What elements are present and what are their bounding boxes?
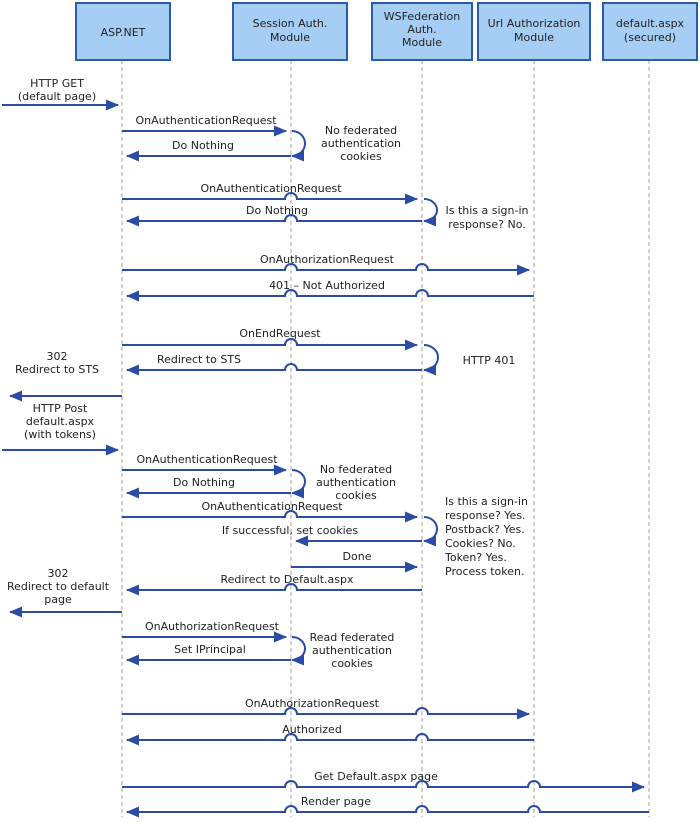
note-signin-yes-line5: Token? Yes.: [445, 551, 507, 564]
actor-default-aspx-label-line2: (secured): [623, 31, 677, 44]
message-do-nothing-2: Do Nothing: [246, 204, 308, 217]
message-onauthorizationrequest-3: OnAuthorizationRequest: [245, 697, 379, 710]
note-signin-yes-line6: Process token.: [445, 565, 525, 578]
message-onauthorizationrequest-2: OnAuthorizationRequest: [145, 620, 279, 633]
client-302-default-line3: page: [44, 593, 72, 606]
client-http-post-line1: HTTP Post: [32, 402, 88, 415]
message-if-successful-set-cookies: If successful, set cookies: [221, 524, 359, 537]
actor-session-auth-label-line2: Module: [270, 31, 310, 44]
message-onauthenticationrequest-4: OnAuthenticationRequest: [201, 500, 343, 513]
note-http-401: HTTP 401: [462, 354, 516, 367]
actor-default-aspx-label-line1: default.aspx: [615, 17, 685, 30]
note-read-federated-cookies-line2: authentication: [312, 644, 392, 657]
self-loop-wsfederation-3: [424, 517, 437, 541]
client-http-get-label-line1: HTTP GET: [30, 77, 84, 90]
message-redirect-to-sts: Redirect to STS: [156, 353, 242, 366]
message-onauthenticationrequest-3: OnAuthenticationRequest: [136, 453, 278, 466]
actor-url-authorization-label-line2: Module: [514, 31, 554, 44]
note-signin-yes-line4: Cookies? No.: [445, 537, 516, 550]
note-signin-no-line2: response? No.: [448, 218, 526, 231]
message-onendrequest: OnEndRequest: [239, 327, 321, 340]
note-signin-no-line1: Is this a sign-in: [445, 204, 529, 217]
actor-wsfederation-label-line3: Module: [402, 36, 442, 49]
note-read-federated-cookies-line3: cookies: [331, 657, 373, 670]
message-done: Done: [342, 550, 372, 563]
message-set-iprincipal: Set IPrincipal: [174, 643, 246, 656]
self-loop-session-1: [292, 131, 305, 156]
self-loop-wsfederation-1: [424, 199, 437, 221]
client-302-default-line1: 302: [47, 567, 69, 580]
actor-wsfederation-label-line2: Auth.: [407, 23, 437, 36]
client-http-post-line3: (with tokens): [24, 428, 96, 441]
note-no-federated-cookies-2-line1: No federated: [319, 463, 393, 476]
message-do-nothing-1: Do Nothing: [172, 139, 234, 152]
actor-session-auth-label-line1: Session Auth.: [252, 17, 328, 30]
arrow-render-page: [127, 806, 649, 812]
note-read-federated-cookies-line1: Read federated: [309, 631, 395, 644]
client-http-post-line2: default.aspx: [25, 415, 95, 428]
note-signin-yes-line1: Is this a sign-in: [445, 495, 529, 508]
message-onauthenticationrequest-2: OnAuthenticationRequest: [200, 182, 342, 195]
actor-wsfederation-label-line1: WSFederation: [383, 10, 461, 23]
message-401-not-authorized: 401 – Not Authorized: [269, 279, 385, 292]
self-loop-session-3: [292, 637, 305, 660]
client-302-default-line2: Redirect to default: [6, 580, 110, 593]
note-no-federated-cookies-1-line1: No federated: [324, 124, 398, 137]
self-loop-session-2: [292, 470, 305, 493]
client-302-sts-line2: Redirect to STS: [14, 363, 100, 376]
note-no-federated-cookies-1-line3: cookies: [340, 150, 382, 163]
message-onauthenticationrequest-1: OnAuthenticationRequest: [135, 114, 277, 127]
note-signin-yes-line2: response? Yes.: [445, 509, 526, 522]
message-redirect-to-default-aspx: Redirect to Default.aspx: [220, 573, 354, 586]
note-no-federated-cookies-2-line3: cookies: [335, 489, 377, 502]
client-302-sts-line1: 302: [46, 350, 68, 363]
actor-url-authorization-label-line1: Url Authorization: [487, 17, 581, 30]
note-no-federated-cookies-2-line2: authentication: [316, 476, 396, 489]
self-loop-wsfederation-2: [424, 345, 438, 370]
actor-aspnet-label: ASP.NET: [100, 26, 146, 39]
note-signin-yes-line3: Postback? Yes.: [445, 523, 525, 536]
message-onauthorizationrequest-1: OnAuthorizationRequest: [260, 253, 394, 266]
message-render-page: Render page: [300, 795, 372, 808]
message-get-default-aspx-page: Get Default.aspx page: [314, 770, 438, 783]
note-no-federated-cookies-1-line2: authentication: [321, 137, 401, 150]
client-http-get-label-line2: (default page): [17, 90, 97, 103]
message-do-nothing-3: Do Nothing: [173, 476, 235, 489]
message-authorized: Authorized: [282, 723, 342, 736]
